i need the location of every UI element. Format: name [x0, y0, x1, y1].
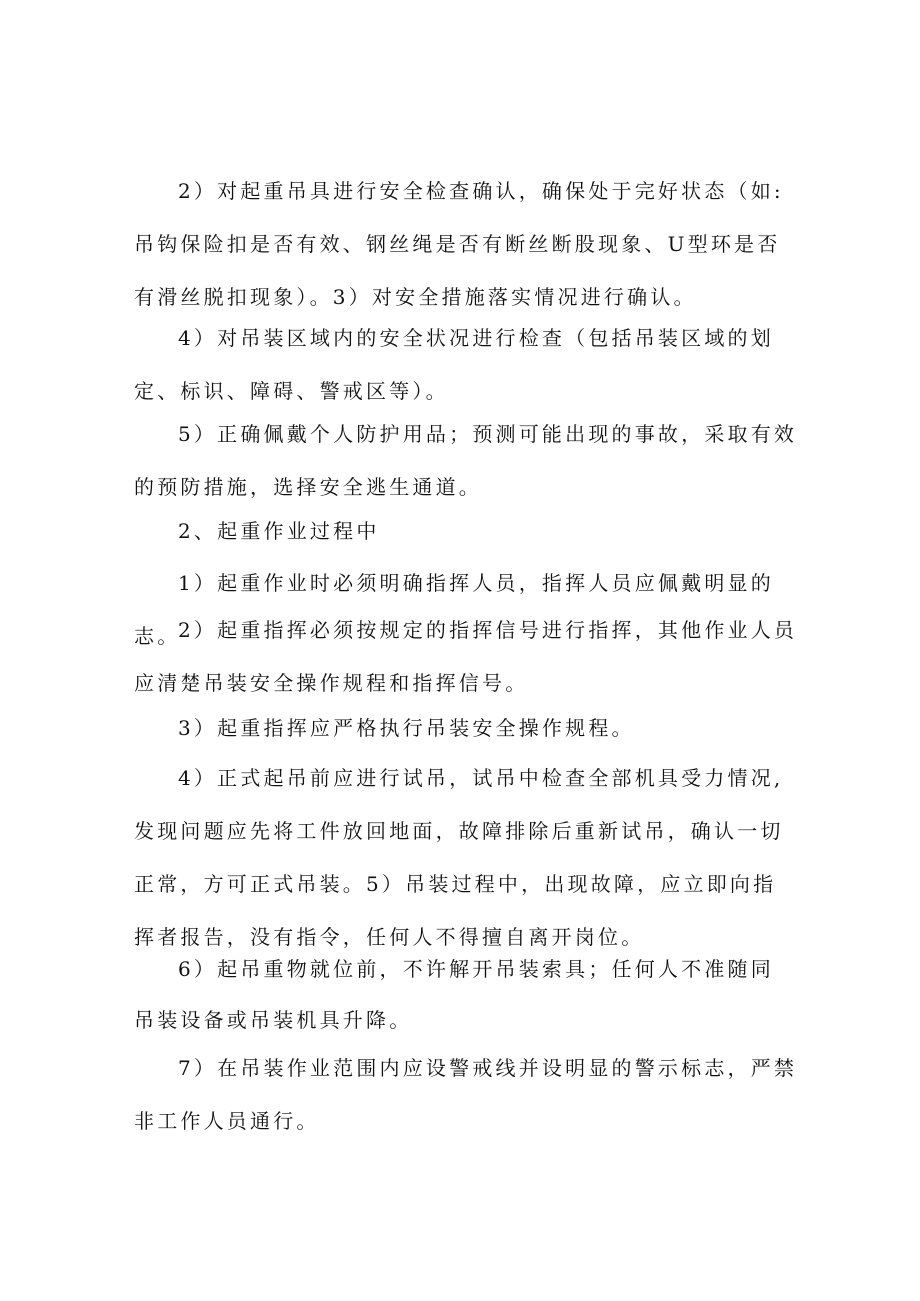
paragraph-area-safety-check: 4）对吊装区域内的安全状况进行检查（包括吊装区域的划定、标识、障碍、警戒区等）。: [134, 326, 774, 403]
paragraph-operating-rules: 3）起重指挥应严格执行吊装安全操作规程。: [178, 716, 635, 740]
paragraph-warning-line: 7）在吊装作业范围内应设警戒线并设明显的警示标志，严禁非工作人员通行。: [134, 1056, 798, 1133]
paragraph-lifting-gear-check: 2）对起重吊具进行安全检查确认，确保处于完好状态（如:吊钩保险扣是否有效、钢丝绳是否有断丝断股现象、U型环是否有滑丝脱扣现象）。3）对安全措施落实情况进行确认。: [134, 179, 784, 309]
paragraph-rigging-removal: 6）起吊重物就位前，不许解开吊装索具；任何人不准随同: [178, 957, 774, 981]
section-heading-lifting-process: 2、起重作业过程中: [178, 519, 380, 543]
paragraph-commander-assignment: 1）起重作业时必须明确指挥人员，指挥人员应佩戴明显的志。: [134, 571, 774, 648]
paragraph-command-signals: 2）起重指挥必须按规定的指挥信号进行指挥，其他作业人员应清楚吊装安全操作规程和指挥信号。: [134, 618, 798, 695]
paragraph-rigging-removal-continued: 吊装设备或吊装机具升降。: [134, 1008, 413, 1032]
paragraph-trial-lift: 4）正式起吊前应进行试吊，试吊中检查全部机具受力情况,发现问题应先将工件放回地面，故障排除后重新试吊，确认一切正常，方可正式吊装。5）吊装过程中，出现故障，应立即向指挥者报告，没有指令，任何人不得擅自离开岗位。: [134, 766, 784, 949]
paragraph-protective-equipment: 5）正确佩戴个人防护用品；预测可能出现的事故，采取有效的预防措施，选择安全逃生通道。: [134, 422, 798, 499]
